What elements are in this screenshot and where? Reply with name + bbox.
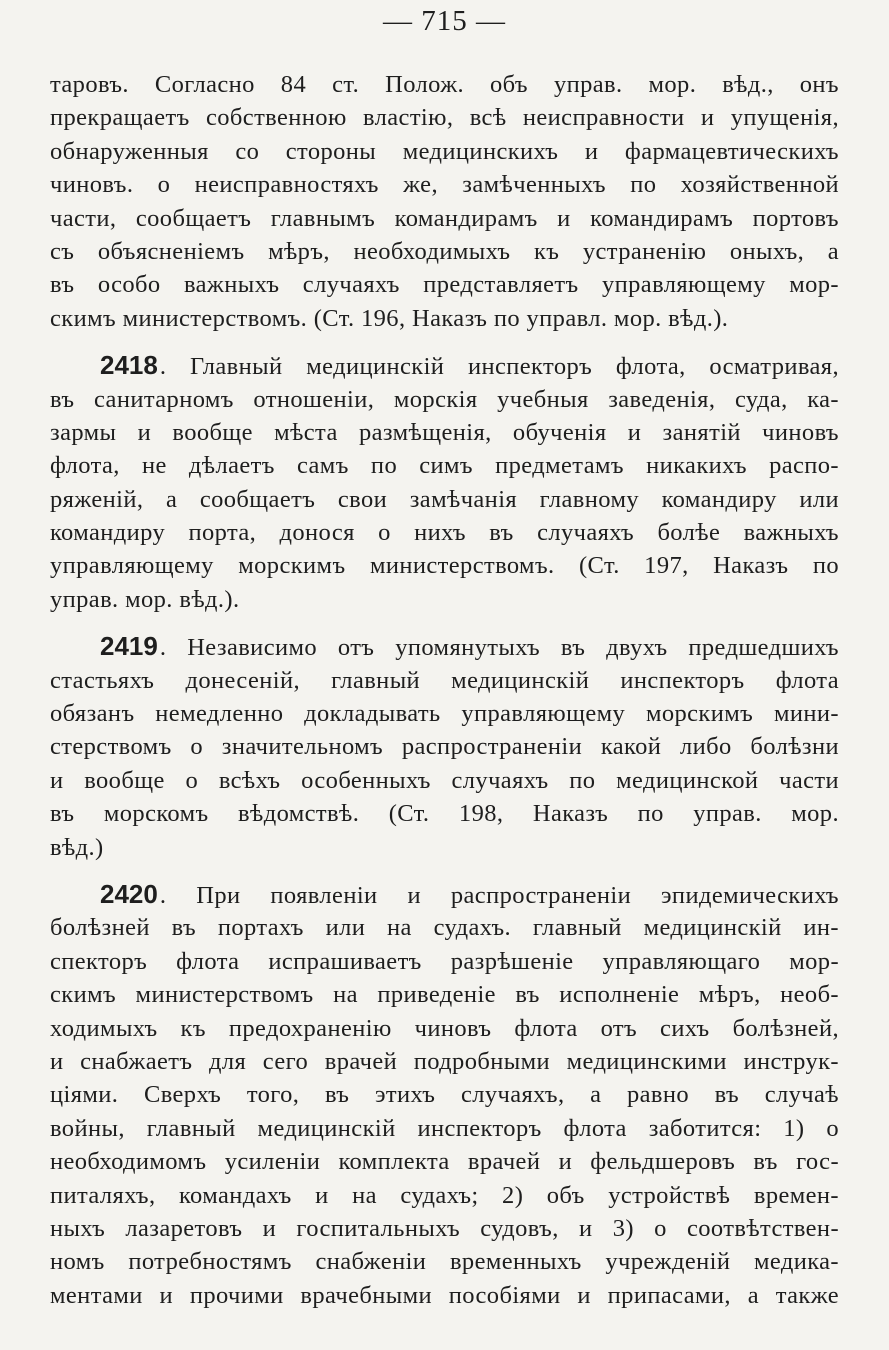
article-2419 (50, 630, 839, 864)
text-line-content: . При появленіи и распространеніи эпидемическихъ (159, 881, 839, 909)
text-line: скимъ министерствомъ. (Ст. 196, Наказъ по управл. мор. вѣд.). (50, 304, 729, 332)
text-line: и снабжаетъ для сего врачей подробными медицинскими инструк- (50, 1047, 839, 1075)
text-line-content: . Главный медицинскій инспекторъ флота, осматривая, (159, 353, 839, 381)
text-line-content: . Независимо отъ упомянутыхъ въ двухъ предшедшихъ (159, 634, 839, 662)
page-number: — 715 — (383, 5, 506, 37)
text-line-first (50, 349, 839, 382)
text-line: ментами и прочими врачебными пособіями и припасами, а также (50, 1281, 839, 1309)
text-line: спекторъ флота испрашиваетъ разрѣшеніе управляющаго мор- (50, 947, 839, 975)
text-line: части, сообщаетъ главнымъ командирамъ и командирамъ портовъ (50, 204, 839, 232)
text-line: болѣзней въ портахъ или на судахъ. главный медицинскій ин- (50, 914, 839, 942)
text-line: войны, главный медицинскій инспекторъ флота заботится: 1) о (50, 1114, 839, 1142)
paragraph-gap (50, 864, 839, 878)
text-line: чиновъ. о неисправностяхъ же, замѣченныхъ по хозяйственной (50, 171, 839, 199)
article-2418 (50, 349, 839, 616)
text-line: стастьяхъ донесеній, главный медицинскій инспекторъ флота (50, 666, 839, 694)
text-line: обнаруженныя со стороны медицинскихъ и фармацевтическихъ (50, 137, 839, 165)
text-line: скимъ министерствомъ на приведеніе въ исполненіе мѣръ, необ- (50, 981, 839, 1009)
paragraph-continuation (50, 68, 839, 335)
text-line: и вообще о всѣхъ особенныхъ случаяхъ по медицинской части (50, 766, 839, 794)
text-line: таровъ. Согласно 84 ст. Полож. объ управ. мор. вѣд., онъ (50, 71, 839, 98)
text-line: ціями. Сверхъ того, въ этихъ случаяхъ, а равно въ случаѣ (50, 1081, 839, 1109)
text-line: обязанъ немедленно докладывать управляющему морскимъ мини- (50, 700, 839, 728)
paragraph-gap (50, 616, 839, 630)
text-line: ходимыхъ къ предохраненію чиновъ флота отъ сихъ болѣзней, (50, 1014, 839, 1042)
document-page (50, 0, 839, 1350)
text-line: командиру порта, донося о нихъ въ случаяхъ болѣе важныхъ (50, 519, 839, 547)
article-number: 2420 (100, 878, 158, 909)
text-line: флота, не дѣлаетъ самъ по симъ предметамъ никакихъ распо- (50, 452, 839, 480)
text-line: прекращаетъ собственною властію, всѣ неисправности и упущенія, (50, 104, 839, 132)
text-line: ныхъ лазаретовъ и госпитальныхъ судовъ, и 3) о соотвѣтствен- (50, 1214, 839, 1242)
article-number: 2419 (100, 631, 158, 662)
article-2420 (50, 878, 839, 1312)
text-line: съ объясненіемъ мѣръ, необходимыхъ къ устраненію оныхъ, а (50, 237, 839, 265)
text-line: въ морскомъ вѣдомствѣ. (Ст. 198, Наказъ по управ. мор. (50, 800, 839, 828)
text-line: вѣд.) (50, 833, 104, 861)
text-line: въ особо важныхъ случаяхъ представляетъ управляющему мор- (50, 271, 839, 299)
text-line: стерствомъ о значительномъ распространеніи какой либо болѣзни (50, 733, 839, 761)
text-line-first (50, 630, 839, 663)
text-line: зармы и вообще мѣста размѣщенія, обученія и занятій чиновъ (50, 418, 839, 446)
page-body (50, 68, 839, 1312)
paragraph-gap (50, 335, 839, 349)
text-line: управляющему морскимъ министерствомъ. (Ст. 197, Наказъ по (50, 552, 839, 580)
text-line: въ санитарномъ отношеніи, морскія учебныя заведенія, суда, ка- (50, 385, 839, 413)
article-number: 2418 (100, 350, 158, 381)
text-line: ряженій, а сообщаетъ свои замѣчанія главному командиру или (50, 485, 839, 513)
text-line: питаляхъ, командахъ и на судахъ; 2) объ устройствѣ времен- (50, 1181, 839, 1209)
text-line: управ. мор. вѣд.). (50, 585, 240, 613)
text-line: номъ потребностямъ снабженіи временныхъ учрежденій медика- (50, 1248, 839, 1276)
text-line-first (50, 878, 839, 911)
text-line: необходимомъ усиленіи комплекта врачей и фельдшеровъ въ гос- (50, 1148, 839, 1176)
